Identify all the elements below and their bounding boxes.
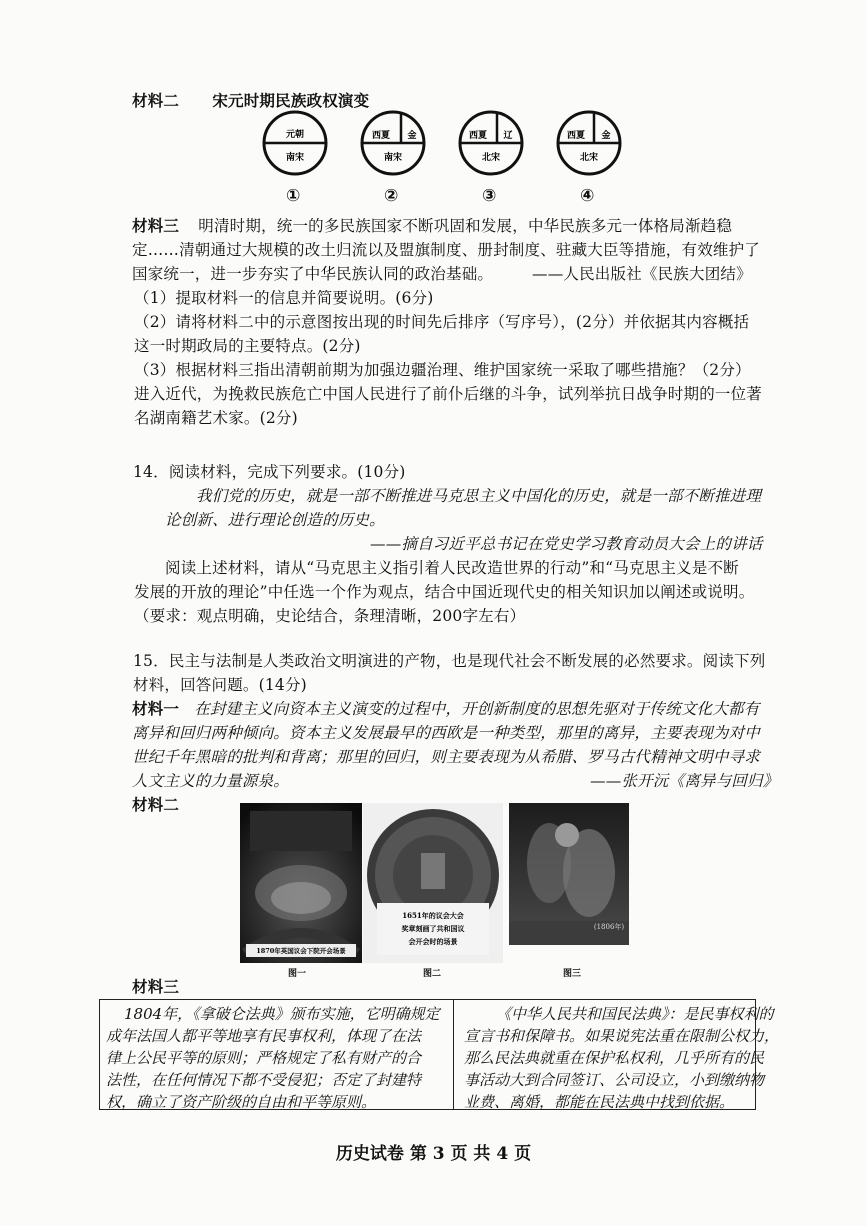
table-right-line-5: 业费、离婚，都能在民法典中找到依据。: [464, 1093, 735, 1111]
material3-text: 明清时期，统一的多民族国家不断巩固和发展，中华民族多元一体格局渐趋稳: [198, 217, 733, 235]
diagram-4: [556, 110, 622, 176]
page-footer: 历史试卷 第 3 页 共 4 页: [335, 1144, 532, 1164]
diagram-3-top-left: 西夏: [468, 131, 488, 141]
comparison-table: [99, 999, 780, 1111]
q14-body-1: 阅读上述材料，请从“马克思主义指引着人民改造世界的行动”和“马克思主义是不断: [165, 559, 739, 577]
q15-material1-source: ——张开沅《离异与回归》: [590, 772, 779, 790]
diagram-2-top-right: 金: [407, 131, 417, 141]
material3-line-1: [132, 214, 732, 238]
table-left-line-5: 权，确立了资产阶级的自由和平等原则。: [106, 1093, 377, 1111]
figure-1-caption: 图一: [288, 969, 307, 979]
diagram-2-number: ②: [384, 186, 399, 206]
q13-item-3: （3）根据材料三指出清朝前期为加强边疆治理、维护国家统一采取了哪些措施？（2分）: [134, 361, 751, 379]
q15-material1-label: 材料一: [132, 699, 180, 718]
material3-line-3: 国家统一，进一步夯实了中华民族认同的政治基础。: [132, 265, 494, 283]
q15-material3-label: 材料三: [132, 977, 180, 996]
q13-item-3-cont: 进入近代，为挽救民族危亡中国人民进行了前仆后继的斗争，试列举抗日战争时期的一位著: [134, 385, 763, 403]
diagram-3: [458, 110, 524, 176]
q15-heading-1: 15．民主与法制是人类政治文明演进的产物，也是现代社会不断发展的必然要求。阅读下列: [133, 652, 766, 670]
diagram-2-top-left: 西夏: [371, 131, 391, 141]
diagram-1-top: 元朝: [285, 130, 305, 140]
material3-line-2: 定……清朝通过大规模的改土归流以及盟旗制度、册封制度、驻藏大臣等措施，有效维护了: [132, 241, 761, 259]
diagram-4-top-left: 西夏: [566, 131, 586, 141]
diagram-4-number: ④: [580, 186, 595, 206]
figure-1-inner-caption: 1870年英国议会下院开会场景: [256, 947, 346, 955]
figure-2-inner-caption-1: 1651年的议会大会: [402, 911, 464, 920]
figure-3-caption: 图三: [563, 969, 582, 979]
q15-material1-text: 在封建主义向资本主义演变的过程中，开创新制度的思想先驱对于传统文化大都有: [194, 700, 760, 718]
figure-3-inner-caption: (1806年): [593, 923, 625, 931]
figure-2-caption: 图二: [423, 969, 442, 979]
material2-label: 材料二: [132, 91, 180, 110]
table-right-line-1: 《中华人民共和国民法典》：是民事权利的: [496, 1005, 774, 1023]
diagram-2: [360, 110, 426, 176]
table-left-line-1: 1804年，《拿破仑法典》颁布实施，它明确规定: [124, 1005, 440, 1023]
diagram-1-bottom: 南宋: [285, 153, 305, 163]
figure-2-photo: [363, 803, 503, 963]
material2-heading: [132, 89, 369, 113]
figure-2-inner-caption-2: 奖章刻画了共和国议: [401, 924, 465, 933]
diagram-4-top-right: 金: [601, 131, 611, 141]
material2-title: 宋元时期民族政权演变: [212, 91, 370, 110]
diagram-3-top-right: 辽: [503, 131, 513, 141]
table-right-line-4: 事活动大到合同签订、公司设立，小到缴纳物: [464, 1071, 765, 1089]
diagram-4-bottom: 北宋: [579, 153, 599, 163]
q15-material1-line-4: 人文主义的力量源泉。: [132, 772, 290, 790]
q14-body-3: （要求：观点明确，史论结合，条理清晰，200字左右）: [134, 607, 526, 625]
q13-item-2-cont: 这一时期政局的主要特点。(2分): [134, 337, 361, 355]
figure-2-inner-caption-3: 会开会时的场景: [408, 937, 458, 946]
table-left-line-4: 法性，在任何情况下都不受侵犯；否定了封建特: [106, 1071, 422, 1089]
diagram-3-number: ③: [482, 186, 497, 206]
table-right-line-3: 那么民法典就重在保护私权利，几乎所有的民: [464, 1049, 765, 1067]
figure-1-photo: [240, 803, 362, 963]
q14-heading: 14．阅读材料，完成下列要求。(10分): [133, 463, 406, 481]
table-left-line-2: 成年法国人都平等地享有民事权利，体现了在法: [106, 1027, 422, 1045]
q15-material1-line-2: 离异和回归两种倾向。资本主义发展最早的西欧是一种类型，那里的离异，主要表现为对中: [132, 724, 761, 742]
diagram-3-bottom: 北宋: [481, 153, 501, 163]
diagram-2-bottom: 南宋: [383, 153, 403, 163]
diagram-1: [262, 110, 328, 176]
q14-quote-1: 我们党的历史，就是一部不断推进马克思主义中国化的历史，就是一部不断推进理: [196, 487, 762, 505]
table-left-line-3: 律上公民平等的原则；严格规定了私有财产的合: [106, 1049, 422, 1067]
material3-label: 材料三: [132, 216, 180, 235]
table-divider: [453, 1000, 454, 1109]
material3-source: ——人民出版社《民族大团结》: [532, 265, 752, 283]
q15-heading-2: 材料，回答问题。(14分): [133, 676, 307, 694]
q13-item-2: （2）请将材料二中的示意图按出现的时间先后排序（写序号），(2分）并依据其内容概括: [134, 313, 750, 331]
q14-source: ——摘自习近平总书记在党史学习教育动员大会上的讲话: [370, 535, 763, 553]
q14-quote-2: 论创新、进行理论创造的历史。: [165, 511, 385, 529]
q13-item-3-cont2: 名湖南籍艺术家。(2分): [134, 409, 298, 427]
q15-material1-line-1: [132, 697, 759, 721]
table-right-line-2: 宣言书和保障书。如果说宪法重在限制公权力，: [464, 1027, 780, 1045]
figure-3-photo: [509, 803, 629, 945]
q14-body-2: 发展的开放的理论”中任选一个作为观点，结合中国近现代史的相关知识加以阐述或说明。: [134, 583, 755, 601]
q13-item-1: （1）提取材料一的信息并简要说明。(6分): [134, 289, 434, 307]
q15-material1-line-3: 世纪千年黑暗的批判和背离；那里的回归，则主要表现为从希腊、罗马古代精神文明中寻求: [132, 748, 761, 766]
diagram-1-number: ①: [286, 186, 301, 206]
q15-material2-label: 材料二: [132, 795, 180, 814]
